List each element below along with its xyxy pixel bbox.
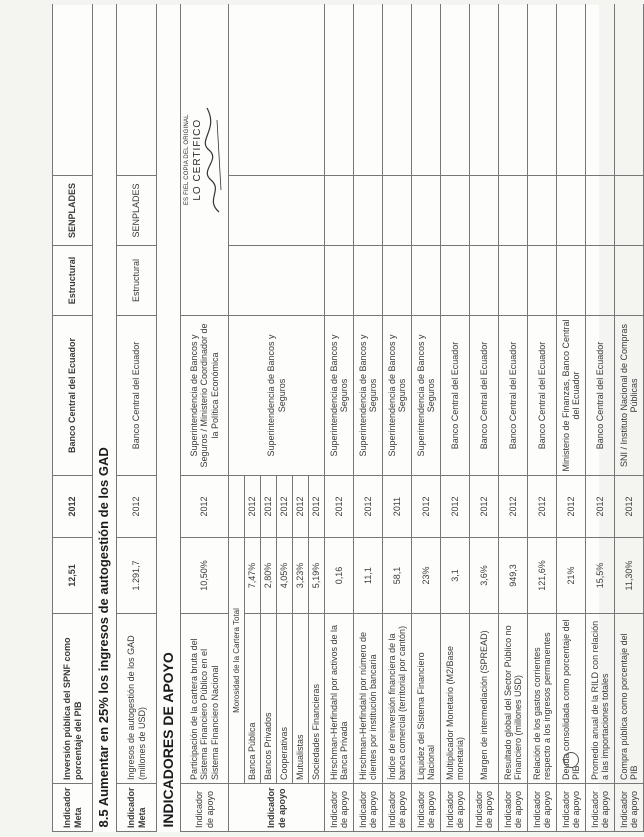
cell-anio: 2012 [499, 476, 528, 538]
cell-anio: 2012 [528, 476, 557, 538]
cell-responsable [499, 176, 528, 246]
table-row [354, 5, 383, 832]
indicators-table [52, 5, 644, 833]
cell-nivel [383, 246, 412, 316]
cell-nombre: Hirschman-Herfindahl por activos de la Banca Privada [325, 614, 354, 784]
cell-nivel [412, 246, 441, 316]
rotated-document [52, 5, 639, 832]
cell-fuente: Banco Central del Ecuador [499, 316, 528, 476]
cell-tipo: Indicador de apoyo [412, 784, 441, 832]
cell-nombre: Banca Pública [245, 614, 261, 784]
cell-blank [615, 5, 644, 176]
section-title-85: 8.5 Aumentar en 25% los ingresos de autogestión de los GAD [93, 5, 117, 832]
table-row [412, 5, 441, 832]
cell-blank [528, 5, 557, 176]
cell-nombre: Hirschman-Herfindahl por número de clientes por institución bancaria [354, 614, 383, 784]
cell-anio: 2012 [261, 476, 277, 538]
cell-tipo: Indicador de apoyo [441, 784, 470, 832]
cell-valor: 5,19% [309, 538, 325, 614]
cell-nombre: Multiplicador Monetario (M2/Base monetaria) [441, 614, 470, 784]
cell-fuente: Banco Central del Ecuador [53, 316, 93, 476]
cell-blank [470, 5, 499, 176]
cell-tipo: Indicador de apoyo [586, 784, 615, 832]
cell-anio: 2012 [615, 476, 644, 538]
cell-responsable [325, 176, 354, 246]
cell-blank [499, 5, 528, 176]
certification-stamp [181, 5, 229, 316]
cell-fuente: Superintendencia de Bancos y Seguros [354, 316, 383, 476]
table-row [615, 5, 644, 832]
section-row [93, 5, 117, 832]
cell-nivel [499, 246, 528, 316]
table-row [383, 5, 412, 832]
cell-fuente: Superintendencia de Bancos y Seguros / Ministerio Coordinador de la Política Económica [181, 316, 229, 476]
cell-anio: 2012 [325, 476, 354, 538]
cell-fuente: Banco Central del Ecuador [441, 316, 470, 476]
cell-nombre: Inversión pública del SPNF como porcentaje del PIB [53, 614, 93, 784]
cell-blank [557, 5, 586, 176]
cell-nivel [557, 246, 586, 316]
cell-responsable [412, 176, 441, 246]
cell-anio: 2012 [412, 476, 441, 538]
cell-fuente: Superintendencia de Bancos y Seguros [383, 316, 412, 476]
cell-anio: 2012 [354, 476, 383, 538]
cell-responsable [528, 176, 557, 246]
cell-anio: 2012 [470, 476, 499, 538]
cell-nombre: Participación de la cartera bruta del Sistema Financiero Público en el Sistema Financiero Nacional [181, 614, 229, 784]
cell-valor: 3,23% [293, 538, 309, 614]
cell-nivel [615, 246, 644, 316]
cell-anio: 2012 [293, 476, 309, 538]
cell-responsable: SENPLADES [53, 176, 93, 246]
cell-valor: 1.291,7 [117, 538, 157, 614]
cell-anio: 2012 [309, 476, 325, 538]
cell-tipo: Indicador de apoyo [499, 784, 528, 832]
cell-tipo: Indicador de apoyo [181, 784, 229, 832]
table-row [441, 5, 470, 832]
cell-anio: 2012 [586, 476, 615, 538]
cell-nivel: Estructural [117, 246, 157, 316]
scanned-page [52, 5, 639, 832]
cell-responsable [557, 176, 586, 246]
cell-valor: 58,1 [383, 538, 412, 614]
table-row [325, 5, 354, 832]
cell-tipo: Indicador de apoyo [325, 784, 354, 832]
morosidad-title: Morosidad de la Cartera Total [229, 538, 245, 784]
cell-valor: 11,1 [354, 538, 383, 614]
cell-nombre: Mutualistas [293, 614, 309, 784]
cell-tipo: Indicador de apoyo [229, 784, 325, 832]
cell-nombre: Resultado global del Sector Público no Financiero (millones USD) [499, 614, 528, 784]
cell-blank [441, 5, 470, 176]
cell-anio: 2012 [441, 476, 470, 538]
cell-nombre: Compra pública como porcentaje del PIB [615, 614, 644, 784]
cell-responsable [615, 176, 644, 246]
cell-nivel [441, 246, 470, 316]
table-row [229, 5, 245, 832]
cell-valor: 4,05% [277, 538, 293, 614]
cell-valor: 7,47% [245, 538, 261, 614]
cell-tipo: Indicador de apoyo [354, 784, 383, 832]
table-row [528, 5, 557, 832]
cell-anio: 2012 [245, 476, 261, 538]
cell-blank [354, 5, 383, 176]
cell-valor: 3,6% [470, 538, 499, 614]
cell-valor: 11,30% [615, 538, 644, 614]
cell-nombre: Margen de intermediación (SPREAD) [470, 614, 499, 784]
cell-anio: 2011 [383, 476, 412, 538]
section-title-apoyo: INDICADORES DE APOYO [157, 5, 181, 832]
cell-nombre: Índice de reinversión financiera de la banca comercial (territorial por cantón) [383, 614, 412, 784]
cell-nivel [586, 246, 615, 316]
cell-responsable [586, 176, 615, 246]
section-row [157, 5, 181, 832]
cell-fuente: Superintendencia de Bancos y Seguros [325, 316, 354, 476]
cell-valor: 12,51 [53, 538, 93, 614]
stamp-line-2: LO CERTIFICO [191, 118, 203, 201]
cell-nombre: Bancos Privados [261, 614, 277, 784]
table-row [470, 5, 499, 832]
cell-nivel: Estructural [53, 246, 93, 316]
cell-anio: 2012 [277, 476, 293, 538]
cell-nombre: Ingresos de autogestión de los GAD (millones de USD) [117, 614, 157, 784]
cell-tipo: Indicador de apoyo [528, 784, 557, 832]
cell-responsable: SENPLADES [117, 176, 157, 246]
stamp-line-1: ES FIEL COPIA DEL ORIGINAL [183, 114, 190, 206]
cell-valor: 2,80% [261, 538, 277, 614]
cell-blank [325, 5, 354, 176]
cell-valor: 15,5% [586, 538, 615, 614]
table-row [53, 5, 93, 832]
cell-responsable [354, 176, 383, 246]
cell-nivel [528, 246, 557, 316]
page-corner-mark [563, 752, 579, 768]
cell-responsable [383, 176, 412, 246]
table-row [586, 5, 615, 832]
cell-tipo: Indicador de apoyo [470, 784, 499, 832]
cell-tipo: Indicador de apoyo [615, 784, 644, 832]
cell-anio: 2012 [117, 476, 157, 538]
signature-icon [203, 100, 225, 220]
cell-fuente: Ministerio de Finanzas, Banco Central del Ecuador [557, 316, 586, 476]
cell-nombre: Liquidez del Sistema Financiero Nacional [412, 614, 441, 784]
cell-valor: 0,16 [325, 538, 354, 614]
cell-anio: 2012 [53, 476, 93, 538]
cell-fuente: Banco Central del Ecuador [586, 316, 615, 476]
table-row [181, 5, 229, 832]
cell-tipo: Indicador de apoyo [557, 784, 586, 832]
cell-valor: 3,1 [441, 538, 470, 614]
cell-blank [412, 5, 441, 176]
cell-tipo: Indicador Meta [53, 784, 93, 832]
cell-nombre: Sociedades Financieras [309, 614, 325, 784]
cell-blank [383, 5, 412, 176]
cell-nivel [354, 246, 383, 316]
cell-fuente: Superintendencia de Bancos y Seguros [229, 316, 325, 476]
cell-tipo: Indicador de apoyo [383, 784, 412, 832]
cell-nivel [470, 246, 499, 316]
cell-responsable [441, 176, 470, 246]
cell-fuente: Banco Central del Ecuador [528, 316, 557, 476]
cell-valor: 21% [557, 538, 586, 614]
table-row [499, 5, 528, 832]
cell-valor: 23% [412, 538, 441, 614]
cell-fuente: Banco Central del Ecuador [117, 316, 157, 476]
cell-valor: 121,6% [528, 538, 557, 614]
cell-nombre: Relación de los gastos corrientes respecto a los ingresos permanentes [528, 614, 557, 784]
cell-anio: 2012 [557, 476, 586, 538]
cell-nombre: Deuda consolidada como porcentaje del PIB [557, 614, 586, 784]
table-row [557, 5, 586, 832]
cell-blank [586, 5, 615, 176]
cell-anio: 2012 [181, 476, 229, 538]
cell-nombre: Promedio anual de la RILD con relación a las importaciones totales [586, 614, 615, 784]
cell-nivel [325, 246, 354, 316]
table-row [117, 5, 157, 832]
cell-fuente: Superintendencia de Bancos y Seguros [412, 316, 441, 476]
cell-valor: 949,3 [499, 538, 528, 614]
cell-nombre: Cooperativas [277, 614, 293, 784]
cell-fuente: SNI / Instituto Nacional de Compras Públicas [615, 316, 644, 476]
cell-responsable [470, 176, 499, 246]
cell-fuente: Banco Central del Ecuador [470, 316, 499, 476]
cell-tipo: Indicador Meta [117, 784, 157, 832]
cell-valor: 10,50% [181, 538, 229, 614]
